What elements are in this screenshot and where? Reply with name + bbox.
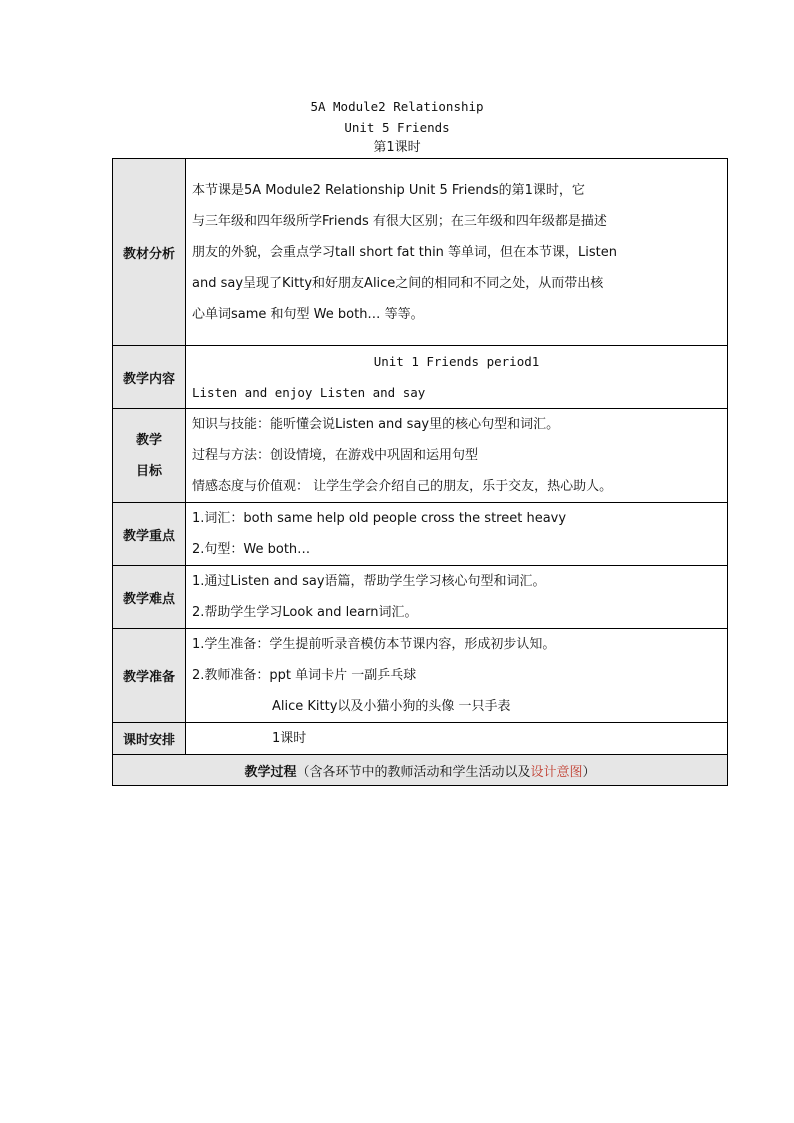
doc-period: 第1课时 <box>373 140 421 155</box>
row-process <box>113 755 728 786</box>
doc-unit: Unit 5 Friends <box>344 120 450 135</box>
cell-preparation <box>186 629 728 723</box>
process-note-a: （含各环节中的教师活动和学生活动以及 <box>296 764 531 780</box>
goals-line: 知识与技能：能听懂会说Listen and say里的核心句型和词汇。 <box>192 417 560 432</box>
process-note-red: 设计意图 <box>530 764 583 780</box>
cell-material <box>186 159 728 346</box>
row-preparation <box>113 629 728 723</box>
content-line-2: Listen and enjoy Listen and say <box>192 385 426 400</box>
material-line: 本节课是5A Module2 Relationship Unit 5 Friends的第1课时，它 <box>192 182 585 198</box>
preparation-line: 1.学生准备：学生提前听录音模仿本节课内容，形成初步认知。 <box>192 637 556 652</box>
label-key-points: 教学重点 <box>113 503 186 566</box>
preparation-line: 2.教师准备：ppt 单词卡片 一副乒乓球 <box>192 668 417 683</box>
cell-key-points <box>186 503 728 566</box>
label-schedule: 课时安排 <box>113 723 186 755</box>
difficulties-line: 1.通过Listen and say语篇，帮助学生学习核心句型和词汇。 <box>192 574 546 589</box>
label-difficulties: 教学难点 <box>113 566 186 629</box>
difficulties-line: 2.帮助学生学习Look and learn词汇。 <box>192 605 418 620</box>
label-goals-a: 教学 <box>135 432 162 448</box>
lesson-plan-table <box>112 158 728 786</box>
process-title: 教学过程 <box>244 764 297 780</box>
row-content <box>113 346 728 409</box>
label-material: 教材分析 <box>113 159 186 346</box>
goals-line: 过程与方法：创设情境，在游戏中巩固和运用句型 <box>192 448 479 463</box>
material-line: and say呈现了Kitty和好朋友Alice之间的相同和不同之处，从而带出核 <box>192 275 604 291</box>
label-goals-b: 目标 <box>135 463 162 479</box>
doc-title: 5A Module2 Relationship <box>310 99 484 114</box>
label-goals <box>113 409 186 503</box>
label-preparation: 教学准备 <box>113 629 186 723</box>
row-difficulties <box>113 566 728 629</box>
row-goals <box>113 409 728 503</box>
goals-line: 情感态度与价值观： 让学生学会介绍自己的朋友，乐于交友，热心助人。 <box>192 479 613 494</box>
row-schedule <box>113 723 728 755</box>
process-note-b: ） <box>582 764 596 780</box>
content-line-1: Unit 1 Friends period1 <box>373 354 540 369</box>
preparation-line: Alice Kitty以及小猫小狗的头像 一只手表 <box>272 699 511 714</box>
material-line: 朋友的外貌，会重点学习tall short fat thin 等单词，但在本节课，Listen <box>192 244 618 260</box>
cell-schedule <box>186 723 728 755</box>
material-line: 与三年级和四年级所学Friends 有很大区别；在三年级和四年级都是描述 <box>192 213 607 229</box>
row-key-points <box>113 503 728 566</box>
key-points-line: 1.词汇：both same help old people cross the street heavy <box>192 511 567 526</box>
key-points-line: 2.句型：We both… <box>192 542 311 557</box>
cell-process <box>113 755 728 786</box>
cell-content <box>186 346 728 409</box>
schedule-value: 1课时 <box>272 731 307 746</box>
row-material <box>113 159 728 346</box>
cell-difficulties <box>186 566 728 629</box>
label-content: 教学内容 <box>113 346 186 409</box>
cell-goals <box>186 409 728 503</box>
material-line: 心单词same 和句型 We both… 等等。 <box>192 306 424 322</box>
